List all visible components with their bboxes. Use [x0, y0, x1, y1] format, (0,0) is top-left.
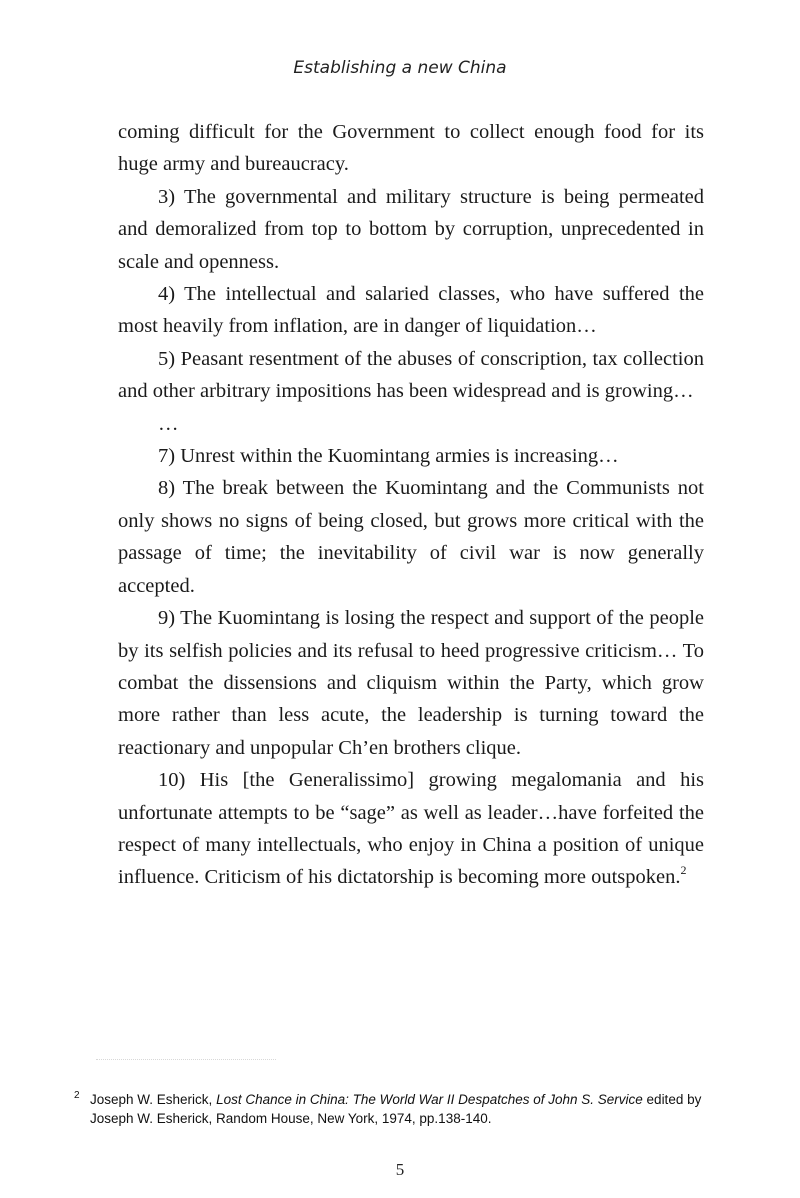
body-text [118, 116, 704, 894]
footnote-reference[interactable]: 2 [680, 863, 687, 878]
paragraph: coming difficult for the Government to collect enough food for its huge army and bureaucracy. [118, 121, 704, 176]
footnote-number: 2 [74, 1090, 80, 1101]
footnote [74, 1090, 714, 1128]
footnote-title: Lost Chance in China: The World War II Despatches of John S. Service [216, 1092, 643, 1107]
paragraph: 7) Unrest within the Kuomintang armies is increasing… [158, 445, 619, 468]
ellipsis-line: … [158, 412, 179, 435]
running-head: Establishing a new China [293, 58, 507, 78]
paragraph-with-footnote [118, 764, 704, 894]
paragraph: 4) The intellectual and salaried classes, who have suffered the most heavily from inflation, are in danger of liquidation… [118, 283, 704, 338]
paragraph: 3) The governmental and military structure is being permeated and demoralized from top to bottom by corruption, unprecedented in scale and openness. [118, 185, 704, 273]
footnote-author: Joseph W. Esherick, [90, 1092, 213, 1107]
paragraph: 8) The break between the Kuomintang and the Communists not only shows no signs of being closed, but grows more critical with the passage of time; the inevitability of civil war is now generally accepted. [118, 477, 704, 597]
page-number: 5 [395, 1160, 405, 1179]
paragraph: 5) Peasant resentment of the abuses of conscription, tax collection and other arbitrary impositions has been widespread and is growing… [118, 347, 704, 403]
paragraph: 9) The Kuomintang is losing the respect and support of the people by its selfish policies and its refusal to heed progressive criticism… To combat the dissensions and cliquism within the Party, which grow more rather than less acute, the leadership is turning toward the reactionary and unpopular Ch’en brothers clique. [118, 607, 704, 759]
paragraph-text: 10) His [the Generalissimo] growing megalomania and his unfortunate attempts to be “sage” as well as leader…have forfeited the respect of many intellectuals, who enjoy in China a position of unique influence. Criticism of his dictatorship is becoming more outspoken. [118, 769, 704, 889]
footnote-divider [96, 1059, 276, 1060]
footnote-rest: edited by Joseph W. Esherick, Random House, New York, 1974, pp.138-140. [90, 1092, 702, 1126]
footnote-text [90, 1090, 714, 1128]
